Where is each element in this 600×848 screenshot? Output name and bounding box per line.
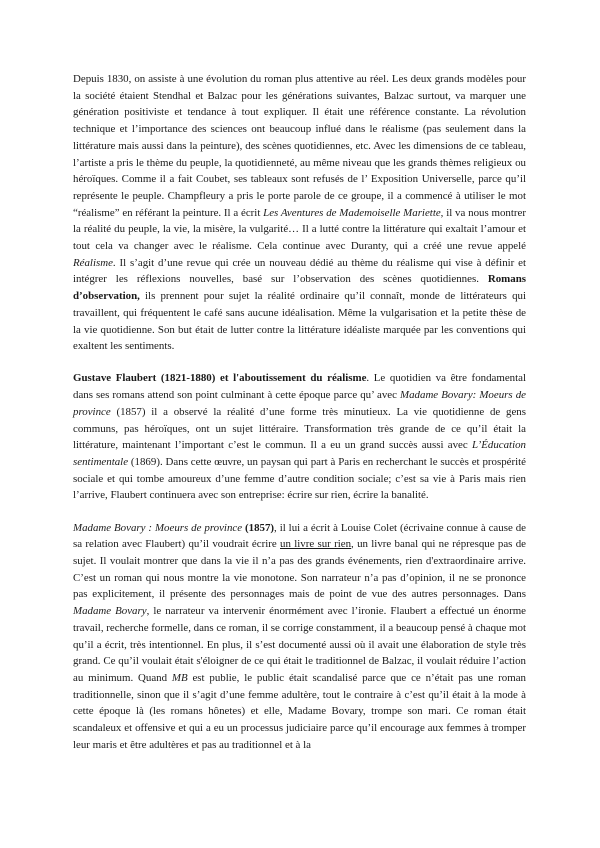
text: , le narrateur va intervenir énormément avec l’ironie. Flaubert a effectué un énorme travail, recherche formelle, dans ce roman, il se corrige constamment, il a beaucoup pensé à chaque mot qu’il a écrit, très intentionnel. En plus, il s’est documenté aussi où il avait une élaboration de style très grand. Ce qu’il voulait était s'éloigner de ce qui était le traditionnel de Balzac, il voulait réduire l’action au minimum. Quand [73,605,526,684]
work-title: Madame Bovary [73,605,147,618]
work-title: Réalisme [73,256,113,269]
text: , un livre banal qui ne répresque pas de sujet. Il voulait montrer que dans la vie il n’a pas des grands événements, rien d'extraordinaire arrive. C’est un roman qui nous montre la vie monotone. Son narrateur n’a pas d’opinion, il ne se prononce pas explicitement, il présente des personnages mais de point de vue des autres personnages. Dans [73,538,526,601]
work-title: Madame Bovary : Moeurs de province [73,521,243,534]
document-page [73,71,526,753]
paragraph-realism-origins [73,71,526,355]
section-heading: Gustave Flaubert (1821-1880) et l'aboutissement du réalisme [73,372,367,385]
text: (1857) il a observé la réalité d’une forme très minutieux. La vie quotidienne de gens communs, pas héroïques, ont un sujet littéraire. Transformation très grande de ce qu’il était la littérature, maintenant l’important c’est le commun. Il a eu un grand succès aussi avec [73,405,526,452]
text: est publie, le public était scandalisé parce que ce n’était pas une roman traditionnelle, sinon que il s’agit d’une femme adultère, tout le contraire à c’est qu’il était à la mode à cette époque là (les romans hônetes) et elle, Madame Bovary, trompe son mari. Ce roman était scandaleux et offensive et qui a eu un processus judiciaire parce qu’il encourage aux femmes à tromper leur maris et être adultères et pas au traditionnel et à la [73,671,526,751]
work-title: MB [171,671,188,684]
text: Depuis 1830, on assiste à une évolution du roman plus attentive au réel. Les deux grands modèles pour la société étaient Stendhal et Balzac pour les générations suivantes, Balzac surtout, va marquer une génération positiviste et tendance à tout expliquer. Il était une référence constante. La révolution technique et l’importance des sciences ont beaucoup influé dans le réalisme (pas seulement dans la littérature mais aussi dans la peinture), des scènes quotidiennes, etc. Avec les dimensions de ce tableau, l’artiste a pris le thème du peuple, la quotidienneté, au même niveau que les grands thèmes religieux ou héroïques. Comme il a fait Coubet, ses tableaux sont refusés de l’ Exposition Universelle, parce qu’il représente le peuple. Champfleury a pris le porte parole de ce groupe, il a commencé à utiliser le mot “réalisme” en référant la peinture. Il a écrit [73,73,526,219]
text: il va nous montrer la réalité du peuple, la vie, la misère, la vulgarité… Il a lutté contre la littérature qui exaltait l’amour et tout cela va changer avec le réalisme. Cela continue avec Duranty, qui a créé une revue appelé [73,206,526,253]
text: , il lui a écrit à Louise Colet (écrivaine connue à cause de sa relation avec Flaubert) qu’il voudrait écrire [73,521,526,551]
text: . Le quotidien va être fondamental dans ses romans attend son point culminant à cette époque parce qu’ avec [73,372,526,402]
text: ils prennent pour sujet la réalité ordinaire qu’il connaît, monde de littérateurs qui travaillent, qui fréquentent le café sans aucune idéalisation. Même la vulgarisation et la petite thèse de la vie quotidienne. Son but était de lutter contre la littérature idéaliste marquée par les conventions qui exaltent les sentiments. [73,290,526,353]
bold-year: (1857) [242,521,275,534]
text: (1869). Dans cette œuvre, un paysan qui part à Paris en recherchant le succès et prospérité sociale et qui tombe amoureux d’une femme d’autre condition sociale; c’est sa vie à Paris mais rien l’arrive, Flaubert continuera avec son entreprise: écrire sur rien, écrire la banalité. [73,455,526,502]
work-title: Les Aventures de Mademoiselle Mariette, [263,206,444,219]
paragraph-madame-bovary [73,520,526,754]
bold-term: Romans d’observation, [73,273,526,303]
paragraph-flaubert [73,370,526,504]
work-title: L’Éducation sentimentale [73,439,526,468]
underlined-phrase: un livre sur rien [280,538,352,551]
work-title: Madame Bovary: Moeurs de province [73,389,526,418]
text: . Il s’agit d’une revue qui crée un nouveau dédié au thème du réalisme qui vise à définir et intégrer les réflexions nouvelles, basé sur l’observation des scènes quotidiennes. [73,256,526,286]
